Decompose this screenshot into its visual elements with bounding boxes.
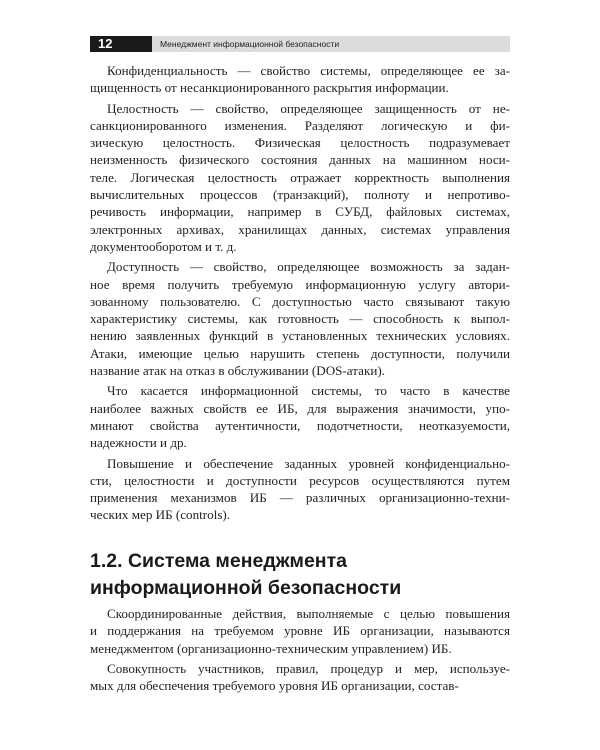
page-number: 12 <box>90 36 152 52</box>
paragraph <box>90 455 510 524</box>
running-header <box>90 36 510 52</box>
text-line: документооборотом и т. д. <box>90 238 237 254</box>
text-line: вычислительных процессов (транзакций), полноту и непротиво- <box>90 187 510 203</box>
text-line: мых для обеспечения требуемого уровня ИБ организации, состав- <box>90 678 459 694</box>
text-line: минают свойства аутентичности, подотчетности, неотказуемости, <box>90 417 510 433</box>
text-line: речивость информации, например в СУБД, файловых системах, <box>90 204 510 220</box>
text-line: Конфиденциальность — свойство системы, определяющее ее за- <box>107 63 510 78</box>
text-line: Доступность — свойство, определяющее возможность за задан- <box>107 259 510 275</box>
text-line: Скоординированные действия, выполняемые с целью повышения <box>107 606 510 621</box>
paragraph <box>90 382 510 451</box>
text-line: электронных архивах, хранилищах данных, системах управления <box>90 221 510 237</box>
text-line: теле. Логическая целостность отражает корректность выполнения <box>90 169 510 185</box>
text-line: Повышение и обеспечение заданных уровней конфиденциально- <box>107 455 510 471</box>
text-line: неизменность физического состояния данных на машинном носи- <box>90 152 510 168</box>
body-text-block-2 <box>90 605 510 694</box>
text-line: Атаки, имеющие целью нарушить степень доступности, получили <box>90 345 510 361</box>
section-heading-line-1: 1.2. Система менеджмента <box>90 550 347 572</box>
text-line: ческих мер ИБ (controls). <box>90 507 231 523</box>
paragraph <box>90 660 510 695</box>
text-line: нению заявленных функций в установленных технических условиях. <box>90 328 510 344</box>
text-line: щищенность от несанкционированного раскрытия информации. <box>90 80 449 96</box>
text-line: и поддержания на требуемом уровне ИБ организации, называются <box>90 623 510 639</box>
text-line: надежности и др. <box>90 435 187 451</box>
text-line: характеристику системы, как готовность — способность к выпол- <box>90 311 510 327</box>
body-text-block-1 <box>90 62 510 524</box>
text-line: зованному пользователю. С доступностью часто связывают такую <box>90 293 510 309</box>
text-line: Совокупность участников, правил, процедур и мер, используе- <box>107 660 510 676</box>
text-line: менеджментом (организационно-техническим управлением) ИБ. <box>90 640 452 656</box>
text-line: применения механизмов ИБ — различных организационно-техни- <box>90 490 510 506</box>
running-title: Менеджмент информационной безопасности <box>160 39 340 49</box>
text-line: Целостность — свойство, определяющее защищенность от не- <box>107 100 510 116</box>
section-heading-line-2: информационной безопасности <box>90 577 402 599</box>
section-heading <box>90 548 510 602</box>
paragraph <box>90 258 510 379</box>
paragraph <box>90 605 510 657</box>
text-line: санкционированного изменения. Разделяют логическую и фи- <box>90 117 510 133</box>
text-line: наиболее важных свойств ее ИБ, для выражения значимости, упо- <box>90 400 510 416</box>
text-line: Что касается информационной системы, то часто в качестве <box>107 383 510 399</box>
text-line: сти, целостности и доступности ресурсов осуществляются путем <box>90 472 510 488</box>
text-line: название атак на отказ в обслуживании (DOS-атаки). <box>90 363 385 379</box>
text-line: ное время получить требуемую информационную услугу автори- <box>90 276 510 292</box>
text-line: зическую целостность. Физическая целостность подразумевает <box>90 135 510 151</box>
paragraph <box>90 100 510 256</box>
paragraph <box>90 62 510 97</box>
